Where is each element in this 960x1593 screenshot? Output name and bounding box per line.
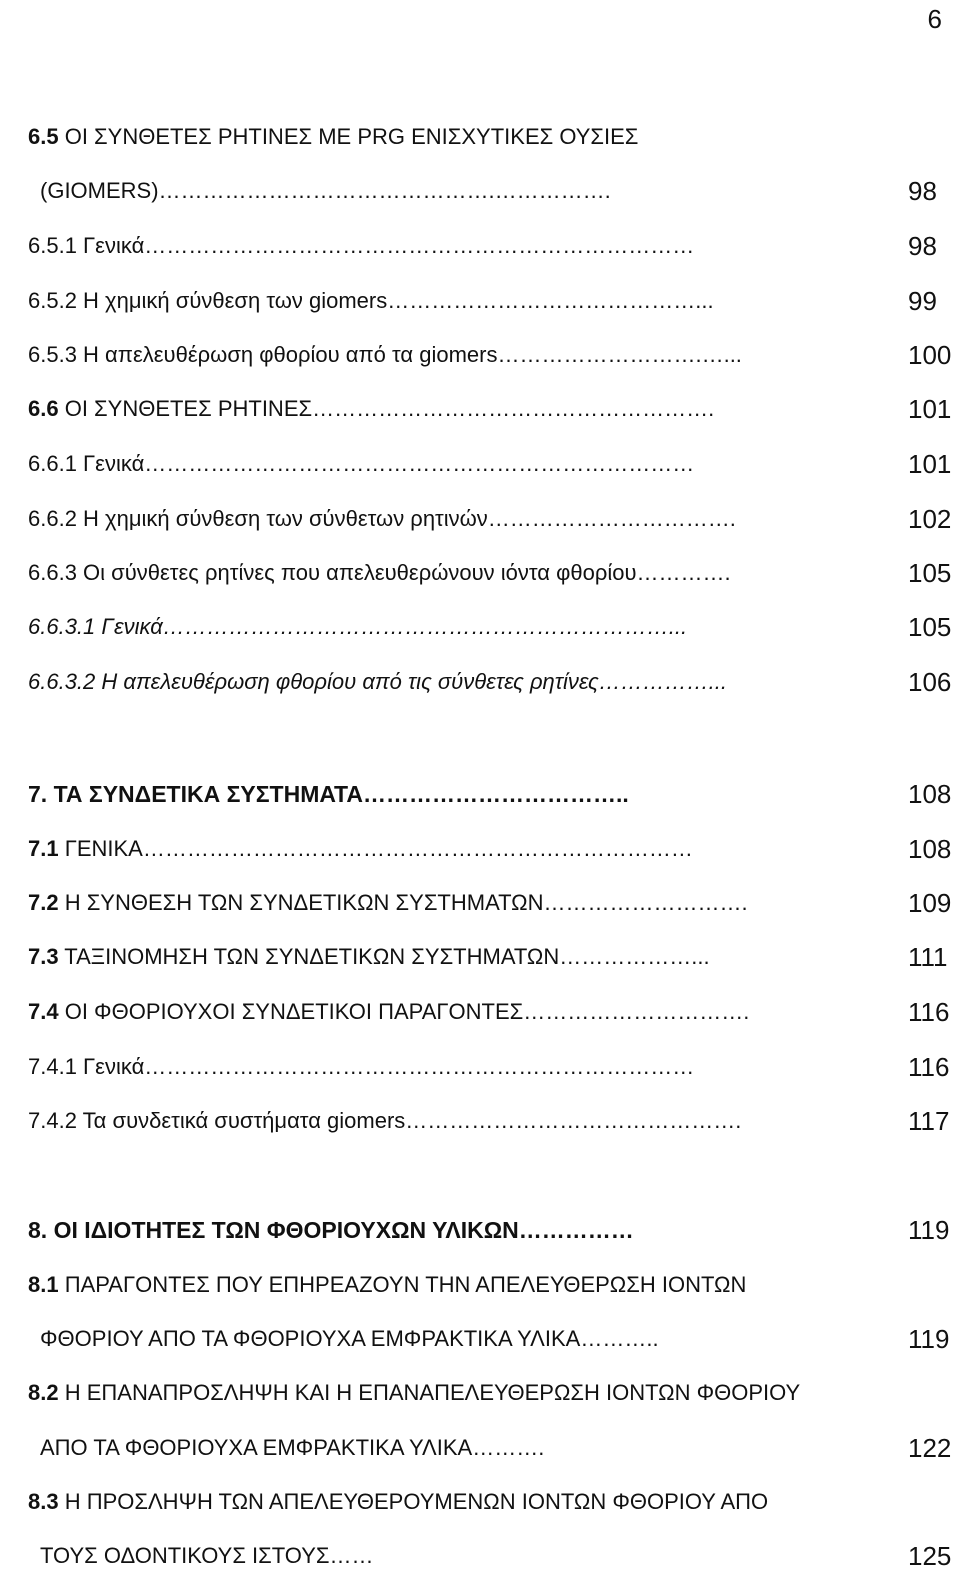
toc-entry-7-1 (28, 834, 883, 864)
toc-entry-title: 6.5.3 Η απελευθέρωση φθορίου από τα giomers……………………….…... (28, 342, 742, 367)
toc-entry-title: 6.6.3 Οι σύνθετες ρητίνες που απελευθερώνουν ιόντα φθορίου…………. (28, 560, 731, 585)
toc-entry-8-2 (28, 1378, 883, 1408)
toc-entry-number: 7.2 (28, 890, 59, 915)
toc-entry-title: ΟΙ ΦΘΟΡΙΟΥΧΟΙ ΣΥΝΔΕΤΙΚΟΙ ΠΑΡΑΓΟΝΤΕΣ…………………………. (58, 999, 750, 1024)
toc-page-number: 109 (908, 888, 952, 918)
toc-entry-title: 6.6.2 Η χημική σύνθεση των σύνθετων ρητινών……………………………. (28, 506, 736, 531)
toc-entry-title: (GIOMERS)……………………………………….……………. (40, 178, 611, 203)
toc-entry-title: 6.5.1 Γενικά………………………………………………………………… (28, 233, 695, 258)
toc-page-number: 116 (908, 1052, 950, 1082)
toc-entry-title: 6.5.2 Η χημική σύνθεση των giomers……………………………………... (28, 288, 714, 313)
toc-page-number: 119 (908, 1324, 950, 1354)
toc-entry-title: ΦΘΟΡΙΟΥ ΑΠΟ ΤΑ ΦΘΟΡΙΟΥΧΑ ΕΜΦΡΑΚΤΙΚΑ ΥΛΙΚΑ……….. (40, 1326, 659, 1351)
toc-entry-giomers (40, 176, 895, 206)
toc-entry-6-6-3-1 (28, 612, 883, 642)
toc-entry-title: ΤΑΞΙΝΟΜΗΣΗ ΤΩΝ ΣΥΝΔΕΤΙΚΩΝ ΣΥΣΤΗΜΑΤΩΝ………………... (58, 944, 710, 969)
toc-entry-number: 8.3 (28, 1489, 59, 1514)
toc-entry-title: ΟΙ ΣΥΝΘΕΤΕΣ ΡΗΤΙΝΕΣ ΜΕ PRG ΕΝΙΣΧΥΤΙΚΕΣ ΟΥΣΙΕΣ (58, 124, 639, 149)
toc-entry-8-3 (28, 1487, 883, 1517)
toc-page-number: 101 (908, 394, 952, 424)
toc-entry-number: 8.2 (28, 1380, 59, 1405)
toc-entry-6-6-2 (28, 504, 883, 534)
toc-page-number: 111 (908, 942, 948, 972)
toc-entry-7-2 (28, 888, 883, 918)
toc-chapter-8 (28, 1215, 883, 1245)
toc-entry-title: ΑΠΟ ΤΑ ΦΘΟΡΙΟΥΧΑ ΕΜΦΡΑΚΤΙΚΑ ΥΛΙΚΑ………. (40, 1435, 545, 1460)
toc-entry-7-4-2 (28, 1106, 883, 1136)
toc-entry-title: 8. ΟΙ ΙΔΙΟΤΗΤΕΣ ΤΩΝ ΦΘΟΡΙΟΥΧΩΝ ΥΛΙΚΩΝ…………… (28, 1217, 634, 1243)
toc-entry-7-4 (28, 997, 883, 1027)
toc-page-number: 117 (908, 1106, 950, 1136)
toc-page-number: 106 (908, 667, 952, 697)
toc-entry-6-6 (28, 394, 883, 424)
toc-page-number: 102 (908, 504, 952, 534)
toc-entry-title: Η ΠΡΟΣΛΗΨΗ ΤΩΝ ΑΠΕΛΕΥΘΕΡΟΥΜΕΝΩΝ ΙΟΝΤΩΝ ΦΘΟΡΙΟΥ ΑΠΟ (58, 1489, 769, 1514)
toc-page-number: 99 (908, 286, 937, 316)
toc-entry-number: 8.1 (28, 1272, 59, 1297)
toc-page-number: 101 (908, 449, 952, 479)
toc-entry-7-4-1 (28, 1052, 883, 1082)
toc-entry-title: 7.4.1 Γενικά………………………………………………………………… (28, 1054, 695, 1079)
toc-entry-6-5 (28, 122, 883, 152)
toc-entry-title: 6.6.3.1 Γενικά……………………………………………………………... (28, 614, 688, 639)
toc-entry-8-1 (28, 1270, 883, 1300)
toc-entry-title: Η ΕΠΑΝΑΠΡΟΣΛΗΨΗ ΚΑΙ Η ΕΠΑΝΑΠΕΛΕΥΘΕΡΩΣΗ ΙΟΝΤΩΝ ΦΘΟΡΙΟΥ (58, 1380, 801, 1405)
toc-entry-title: ΠΑΡΑΓΟΝΤΕΣ ΠΟΥ ΕΠΗΡΕΑΖΟΥΝ ΤΗΝ ΑΠΕΛΕΥΘΕΡΩΣΗ ΙΟΝΤΩΝ (58, 1272, 747, 1297)
toc-page-number: 100 (908, 340, 952, 370)
toc-entry-number: 6.6 (28, 396, 59, 421)
toc-page-number: 98 (908, 231, 937, 261)
toc-page-number: 119 (908, 1215, 950, 1245)
toc-entry-number: 7.1 (28, 836, 59, 861)
toc-page-number: 105 (908, 558, 952, 588)
toc-page-number: 122 (908, 1433, 952, 1463)
toc-page-number: 98 (908, 176, 937, 206)
toc-page-number: 105 (908, 612, 952, 642)
toc-entry-number: 7.4 (28, 999, 59, 1024)
toc-entry-7-3 (28, 942, 883, 972)
toc-chapter-7 (28, 779, 883, 809)
toc-entry-title: ΓΕΝΙΚΑ………………………………………………………………… (58, 836, 693, 861)
toc-entry-title: ΤΟΥΣ ΟΔΟΝΤΙΚΟΥΣ ΙΣΤΟΥΣ…… (40, 1543, 374, 1568)
toc-entry-6-6-1 (28, 449, 883, 479)
toc-entry-6-6-3-2 (28, 667, 883, 697)
toc-entry-8-3-cont (40, 1541, 895, 1571)
toc-entry-title: ΟΙ ΣΥΝΘΕΤΕΣ ΡΗΤΙΝΕΣ………………………………………………. (58, 396, 715, 421)
toc-page-number: 108 (908, 834, 952, 864)
toc-entry-6-5-3 (28, 340, 883, 370)
toc-entry-title: Η ΣΥΝΘΕΣΗ ΤΩΝ ΣΥΝΔΕΤΙΚΩΝ ΣΥΣΤΗΜΑΤΩΝ………………………. (58, 890, 748, 915)
toc-entry-number: 6.5 (28, 124, 59, 149)
toc-entry-number: 7.3 (28, 944, 59, 969)
page-number: 6 (927, 4, 942, 34)
toc-page-number: 116 (908, 997, 950, 1027)
toc-entry-8-1-cont (40, 1324, 895, 1354)
toc-entry-6-5-2 (28, 286, 883, 316)
toc-page-number: 125 (908, 1541, 952, 1571)
toc-entry-title: 7.4.2 Τα συνδετικά συστήματα giomers………………………………………. (28, 1108, 742, 1133)
toc-page-number: 108 (908, 779, 952, 809)
toc-entry-title: 7. ΤΑ ΣΥΝΔΕΤΙΚΑ ΣΥΣΤΗΜΑΤΑ…………………………….. (28, 781, 629, 807)
toc-entry-8-2-cont (40, 1433, 895, 1463)
toc-entry-6-5-1 (28, 231, 883, 261)
toc-entry-title: 6.6.1 Γενικά………………………………………………………………… (28, 451, 695, 476)
toc-entry-6-6-3 (28, 558, 883, 588)
toc-entry-title: 6.6.3.2 Η απελευθέρωση φθορίου από τις σύνθετες ρητίνες……………... (28, 669, 728, 694)
